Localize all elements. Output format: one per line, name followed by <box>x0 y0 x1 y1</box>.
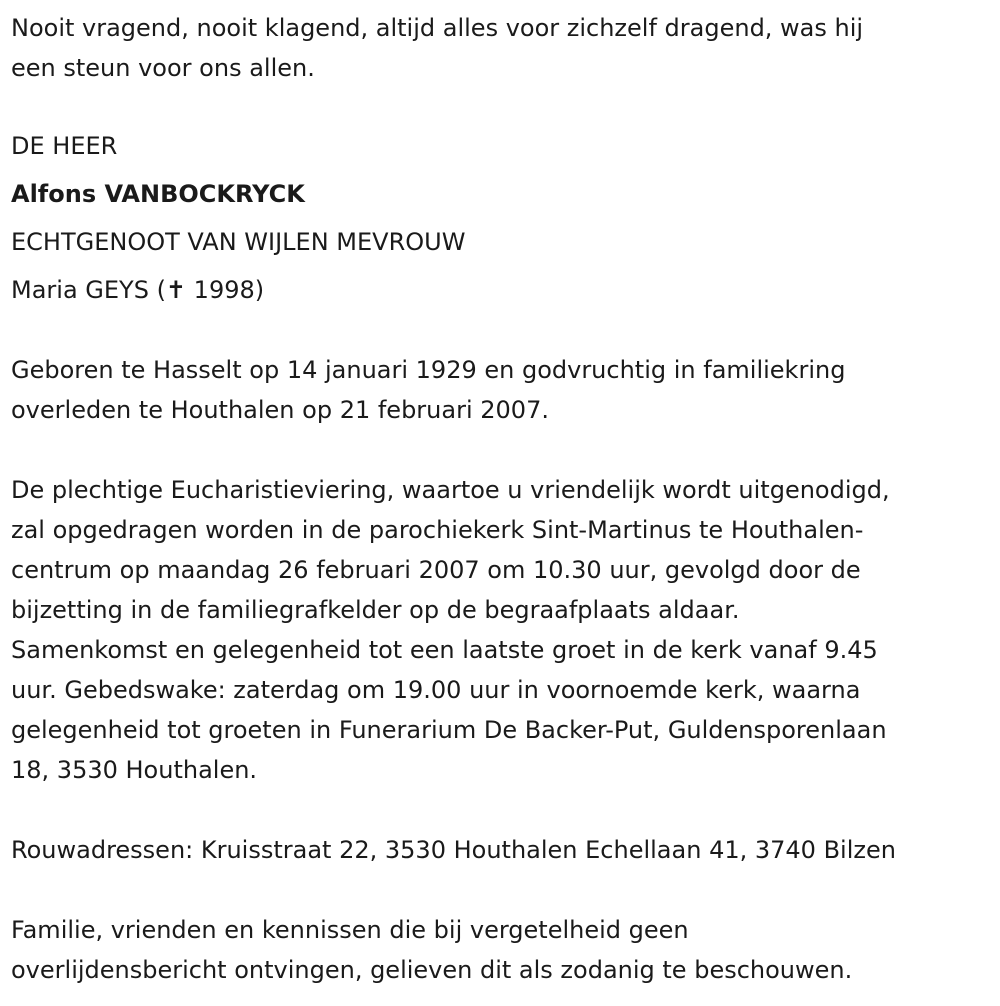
birth-death-paragraph <box>11 350 1000 430</box>
relation: ECHTGENOOT VAN WIJLEN MEVROUW <box>11 228 466 256</box>
text-line: Nooit vragend, nooit klagend, altijd alles voor zichzelf dragend, was hij <box>11 14 864 42</box>
text-line: overleden te Houthalen op 21 februari 2007. <box>11 396 549 424</box>
addresses-paragraph <box>11 830 1000 870</box>
honorific: DE HEER <box>11 132 118 160</box>
text-line: centrum op maandag 26 februari 2007 om 10.30 uur, gevolgd door de <box>11 556 861 584</box>
text-line: gelegenheid tot groeten in Funerarium De Backer-Put, Guldensporenlaan <box>11 716 887 744</box>
text-line: Geboren te Hasselt op 14 januari 1929 en godvruchtig in familiekring <box>11 356 846 384</box>
text-line: overlijdensbericht ontvingen, gelieven dit als zodanig te beschouwen. <box>11 956 853 984</box>
text-line: zal opgedragen worden in de parochiekerk Sint-Martinus te Houthalen- <box>11 516 864 544</box>
deceased-name: Alfons VANBOCKRYCK <box>11 180 305 208</box>
intro-paragraph <box>11 8 1000 88</box>
text-line: uur. Gebedswake: zaterdag om 19.00 uur in voornoemde kerk, waarna <box>11 676 861 704</box>
text-line: bijzetting in de familiegrafkelder op de begraafplaats aldaar. <box>11 596 740 624</box>
text-line: Samenkomst en gelegenheid tot een laatste groet in de kerk vanaf 9.45 <box>11 636 878 664</box>
text-line: 18, 3530 Houthalen. <box>11 756 258 784</box>
text-line: Familie, vrienden en kennissen die bij vergetelheid geen <box>11 916 689 944</box>
text-line: Rouwadressen: Kruisstraat 22, 3530 Houthalen Echellaan 41, 3740 Bilzen <box>11 836 896 864</box>
spouse-name: Maria GEYS (✝ 1998) <box>11 276 265 304</box>
closing-paragraph <box>11 910 1000 990</box>
deceased-heading <box>11 122 1000 314</box>
ceremony-paragraph <box>11 470 1000 790</box>
text-line: De plechtige Eucharistieviering, waartoe u vriendelijk wordt uitgenodigd, <box>11 476 890 504</box>
text-line: een steun voor ons allen. <box>11 54 315 82</box>
